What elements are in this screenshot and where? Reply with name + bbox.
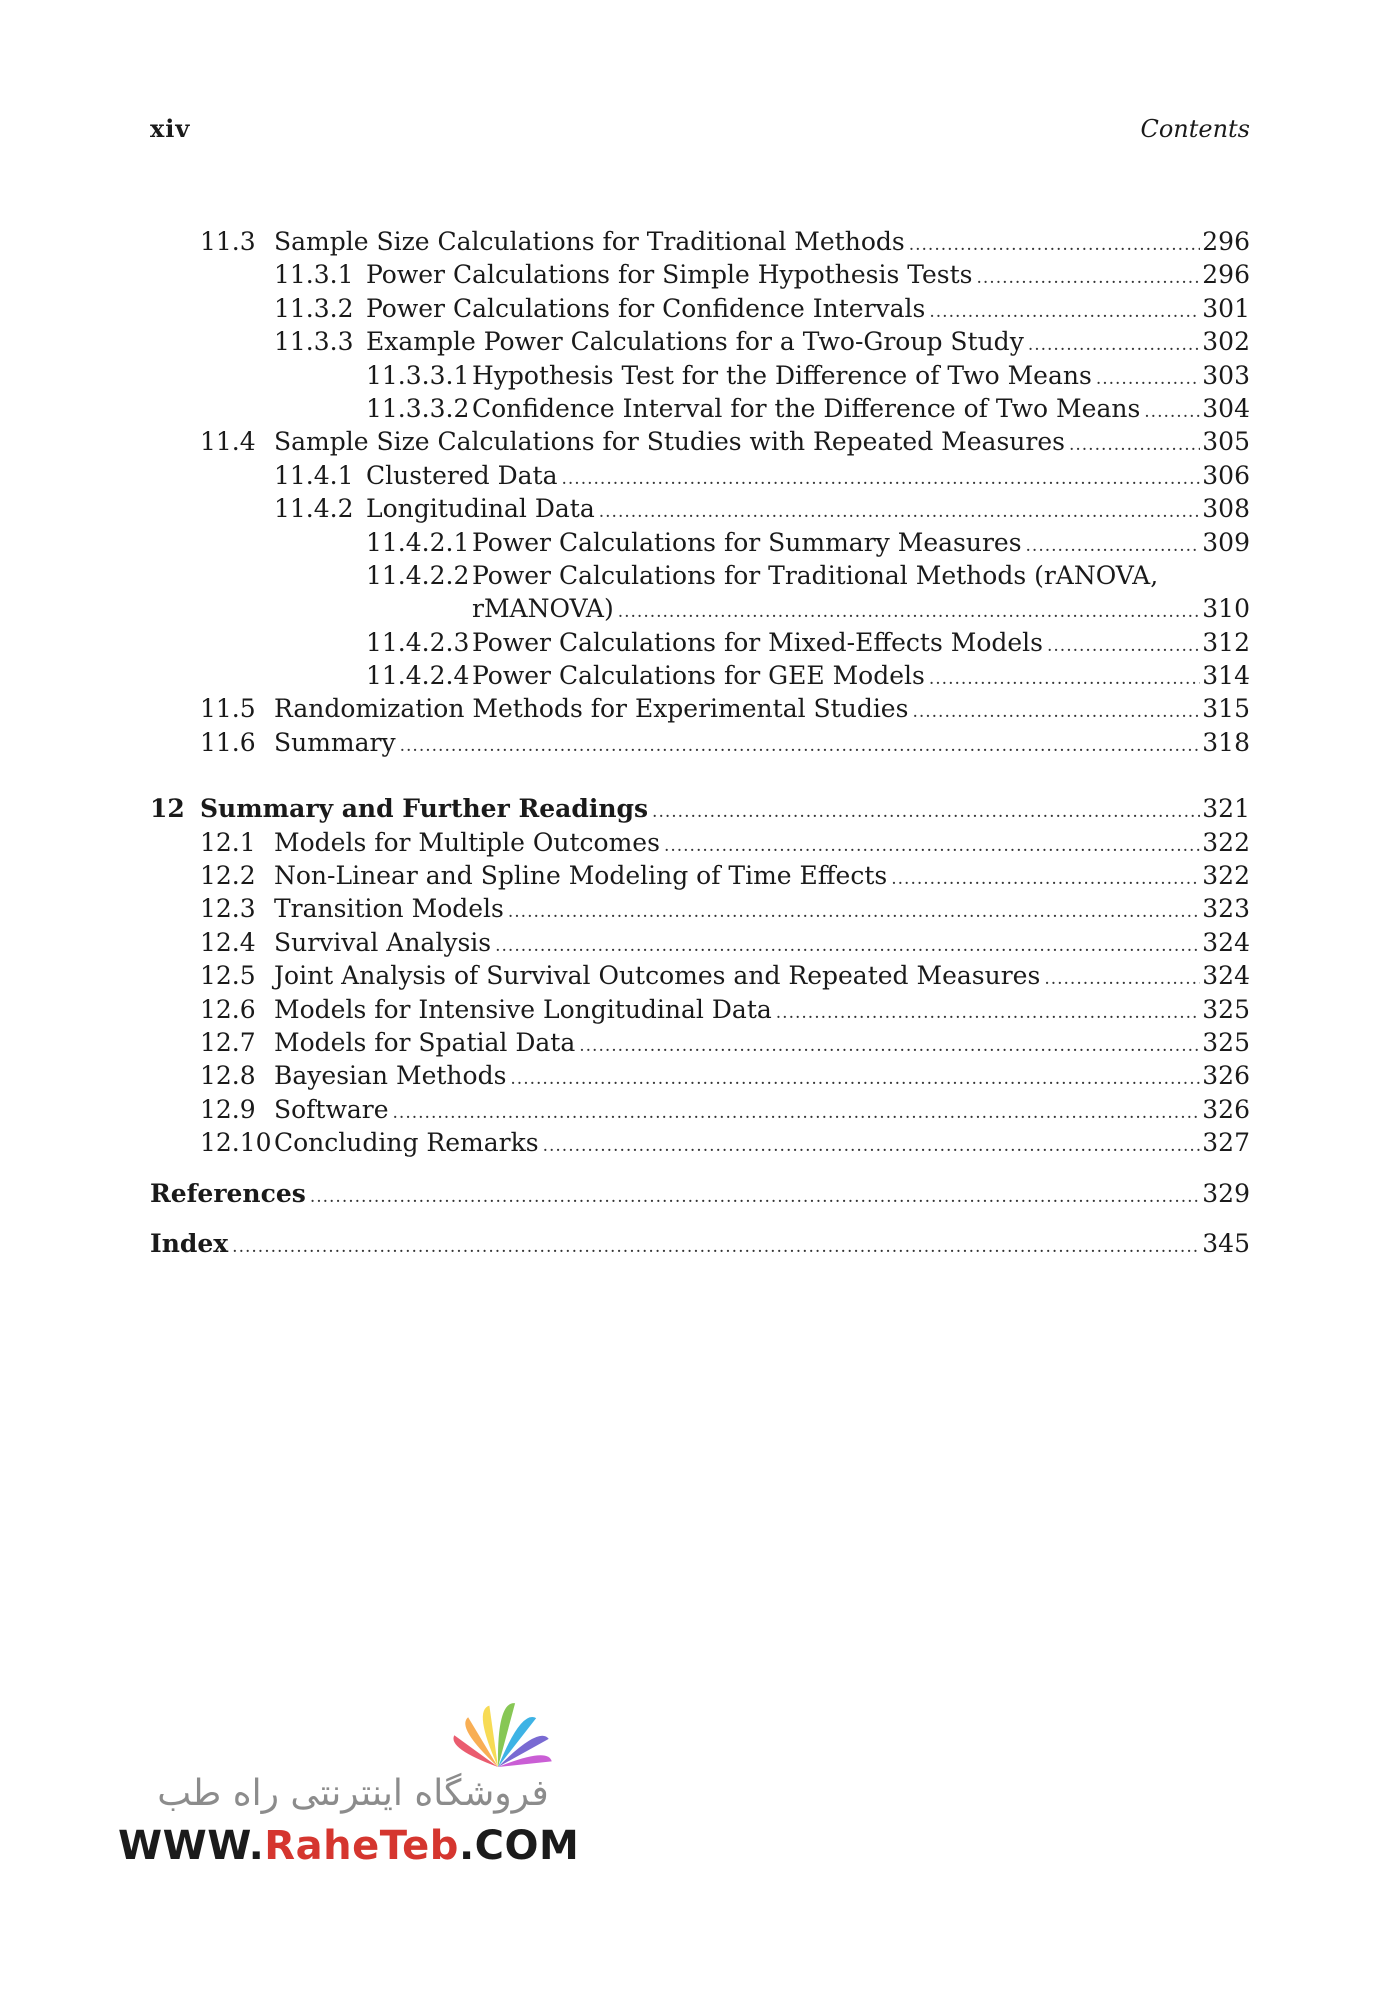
toc-entry bbox=[150, 926, 1250, 959]
url-brand: RaheTeb bbox=[264, 1823, 459, 1869]
toc-entry bbox=[150, 659, 1250, 692]
dot-leader bbox=[652, 796, 1200, 829]
entry-page: 325 bbox=[1202, 1028, 1250, 1057]
entry-title: Power Calculations for Traditional Methods (rANOVA, bbox=[472, 560, 1159, 590]
url-suffix: .COM bbox=[458, 1823, 580, 1869]
entry-number: 11.3.3 bbox=[274, 327, 354, 357]
dot-leader bbox=[929, 663, 1200, 696]
entry-page: 296 bbox=[1202, 227, 1250, 256]
watermark-url bbox=[118, 1823, 588, 1869]
entry-page: 306 bbox=[1202, 460, 1250, 490]
dot-leader bbox=[599, 496, 1201, 529]
entry-number: 11.4 bbox=[200, 427, 256, 457]
toc-entry bbox=[150, 526, 1250, 559]
dot-leader bbox=[1026, 530, 1201, 563]
dot-leader bbox=[929, 296, 1200, 329]
toc-entry bbox=[150, 1177, 1250, 1210]
dot-leader bbox=[909, 229, 1201, 262]
dot-leader bbox=[912, 696, 1200, 729]
dot-leader bbox=[618, 596, 1201, 629]
toc-entry bbox=[150, 1227, 1250, 1260]
entry-title: Transition Models bbox=[274, 894, 504, 924]
dot-leader bbox=[891, 863, 1200, 896]
entry-page: 304 bbox=[1202, 393, 1250, 423]
entry-page: 345 bbox=[1202, 1228, 1250, 1258]
toc-entry bbox=[150, 258, 1250, 291]
entry-title: Summary bbox=[274, 727, 396, 757]
entry-title: Power Calculations for Summary Measures bbox=[472, 527, 1022, 557]
dot-leader bbox=[232, 1231, 1200, 1264]
toc-entry bbox=[150, 692, 1250, 725]
table-of-contents bbox=[150, 225, 1250, 1260]
dot-leader bbox=[562, 463, 1201, 496]
entry-number: 11.3.1 bbox=[274, 260, 354, 290]
dot-leader bbox=[1069, 429, 1200, 462]
entry-title: Models for Spatial Data bbox=[274, 1028, 576, 1057]
entry-number: 11.4.2 bbox=[274, 494, 354, 524]
entry-page: 314 bbox=[1202, 661, 1250, 691]
entry-title: Power Calculations for GEE Models bbox=[472, 661, 925, 691]
entry-title: Clustered Data bbox=[366, 460, 558, 490]
toc-entry bbox=[150, 1026, 1250, 1059]
entry-title: Sample Size Calculations for Traditional Methods bbox=[274, 227, 905, 256]
entry-title: Sample Size Calculations for Studies with Repeated Measures bbox=[274, 427, 1065, 457]
dot-leader bbox=[664, 830, 1200, 863]
watermark-persian-text: فروشگاه اینترنتی راه طب bbox=[157, 1773, 549, 1814]
entry-number: 11.3.3.2 bbox=[366, 393, 470, 423]
entry-title: Longitudinal Data bbox=[366, 494, 595, 524]
toc-entry bbox=[150, 392, 1250, 425]
toc-entry bbox=[150, 1126, 1250, 1159]
dot-leader bbox=[393, 1097, 1201, 1130]
dot-leader bbox=[510, 1063, 1200, 1096]
entry-page: 323 bbox=[1202, 894, 1250, 924]
entry-title: Models for Multiple Outcomes bbox=[274, 827, 660, 857]
entry-page: 329 bbox=[1202, 1178, 1250, 1208]
entry-number: 11.5 bbox=[200, 694, 256, 724]
entry-number: 11.4.2.3 bbox=[366, 627, 470, 657]
toc-entry bbox=[150, 892, 1250, 925]
entry-number: 12.3 bbox=[200, 894, 256, 924]
entry-number: 11.4.2.4 bbox=[366, 661, 470, 691]
entry-title: Randomization Methods for Experimental Studies bbox=[274, 694, 909, 724]
dot-leader bbox=[310, 1181, 1200, 1214]
toc-entry bbox=[150, 325, 1250, 358]
entry-title: Models for Intensive Longitudinal Data bbox=[274, 994, 772, 1024]
entry-page: 321 bbox=[1202, 794, 1250, 824]
entry-page: 322 bbox=[1202, 827, 1250, 857]
book-rainbow-logo bbox=[418, 1695, 578, 1775]
entry-title-continued: rMANOVA) bbox=[472, 594, 614, 624]
page-number: xiv bbox=[150, 114, 191, 143]
entry-number: 12.4 bbox=[200, 927, 256, 957]
raheteb-watermark bbox=[118, 1695, 588, 1875]
entry-page: 322 bbox=[1202, 861, 1250, 891]
toc-entry bbox=[150, 292, 1250, 325]
toc-entry bbox=[150, 225, 1250, 258]
running-title: Contents bbox=[1140, 115, 1250, 143]
entry-title: Non-Linear and Spline Modeling of Time Effects bbox=[274, 861, 888, 891]
toc-entry bbox=[150, 359, 1250, 392]
dot-leader bbox=[400, 730, 1201, 763]
toc-entry bbox=[150, 792, 1250, 825]
entry-title: Power Calculations for Mixed-Effects Models bbox=[472, 627, 1043, 657]
toc-entry bbox=[150, 1093, 1250, 1126]
entry-title: Bayesian Methods bbox=[274, 1061, 507, 1091]
entry-number: 12 bbox=[150, 794, 185, 824]
dot-leader bbox=[579, 1030, 1200, 1063]
toc-entry bbox=[150, 559, 1250, 626]
entry-page: 309 bbox=[1202, 527, 1250, 557]
toc-entry bbox=[150, 626, 1250, 659]
entry-page: 303 bbox=[1202, 360, 1250, 390]
toc-entry bbox=[150, 959, 1250, 992]
toc-entry bbox=[150, 492, 1250, 525]
entry-title: Joint Analysis of Survival Outcomes and Repeated Measures bbox=[274, 961, 1041, 991]
toc-entry bbox=[150, 425, 1250, 458]
toc-entry bbox=[150, 1059, 1250, 1092]
entry-number: 12.1 bbox=[200, 827, 256, 857]
entry-number: 12.8 bbox=[200, 1061, 256, 1091]
entry-page: 325 bbox=[1202, 994, 1250, 1024]
entry-page: 315 bbox=[1202, 694, 1250, 724]
entry-page: 326 bbox=[1202, 1094, 1250, 1124]
entry-title: Summary and Further Readings bbox=[200, 794, 649, 824]
entry-number: 11.4.2.1 bbox=[366, 527, 470, 557]
entry-number: 12.6 bbox=[200, 994, 256, 1024]
entry-page: 326 bbox=[1202, 1061, 1250, 1091]
dot-leader bbox=[495, 930, 1200, 963]
entry-title: Example Power Calculations for a Two-Group Study bbox=[366, 327, 1024, 357]
entry-page: 308 bbox=[1202, 494, 1250, 524]
toc-entry bbox=[150, 993, 1250, 1026]
entry-title: Power Calculations for Simple Hypothesis Tests bbox=[366, 260, 973, 290]
entry-page: 324 bbox=[1202, 927, 1250, 957]
entry-number: 11.4.1 bbox=[274, 460, 354, 490]
entry-number: 12.7 bbox=[200, 1028, 256, 1057]
entry-page: 301 bbox=[1202, 293, 1250, 323]
toc-entry bbox=[150, 726, 1250, 759]
entry-number: 12.9 bbox=[200, 1094, 256, 1124]
entry-number: 11.6 bbox=[200, 727, 256, 757]
entry-title: Power Calculations for Confidence Intervals bbox=[366, 293, 926, 323]
entry-title: Concluding Remarks bbox=[274, 1128, 539, 1158]
dot-leader bbox=[1096, 363, 1200, 396]
dot-leader bbox=[543, 1130, 1201, 1163]
running-head bbox=[150, 112, 1250, 146]
entry-number: 12.2 bbox=[200, 861, 256, 891]
entry-title: Software bbox=[274, 1094, 389, 1124]
dot-leader bbox=[1047, 630, 1200, 663]
dot-leader bbox=[776, 997, 1201, 1030]
entry-number: 11.3.2 bbox=[274, 293, 354, 323]
entry-number: 11.4.2.2 bbox=[366, 560, 470, 590]
dot-leader bbox=[1044, 963, 1200, 996]
toc-entry bbox=[150, 826, 1250, 859]
entry-title: Survival Analysis bbox=[274, 927, 492, 957]
dot-leader bbox=[976, 262, 1200, 295]
entry-page: 296 bbox=[1202, 260, 1250, 290]
entry-title: References bbox=[150, 1178, 306, 1208]
entry-page: 312 bbox=[1202, 627, 1250, 657]
entry-page: 305 bbox=[1202, 427, 1250, 457]
entry-page: 310 bbox=[1202, 594, 1250, 624]
entry-number: 11.3 bbox=[200, 227, 256, 256]
entry-number: 12.10 bbox=[200, 1128, 272, 1158]
toc-entry bbox=[150, 459, 1250, 492]
dot-leader bbox=[508, 896, 1200, 929]
entry-title: Index bbox=[150, 1228, 229, 1258]
entry-title: Confidence Interval for the Difference of Two Means bbox=[472, 393, 1141, 423]
dot-leader bbox=[1144, 396, 1200, 429]
url-prefix: WWW. bbox=[118, 1823, 265, 1869]
entry-page: 327 bbox=[1202, 1128, 1250, 1158]
dot-leader bbox=[1028, 329, 1200, 362]
toc-entry bbox=[150, 859, 1250, 892]
entry-page: 302 bbox=[1202, 327, 1250, 357]
entry-number: 12.5 bbox=[200, 961, 256, 991]
entry-page: 318 bbox=[1202, 727, 1250, 757]
entry-number: 11.3.3.1 bbox=[366, 360, 470, 390]
entry-title: Hypothesis Test for the Difference of Two Means bbox=[472, 360, 1092, 390]
entry-page: 324 bbox=[1202, 961, 1250, 991]
